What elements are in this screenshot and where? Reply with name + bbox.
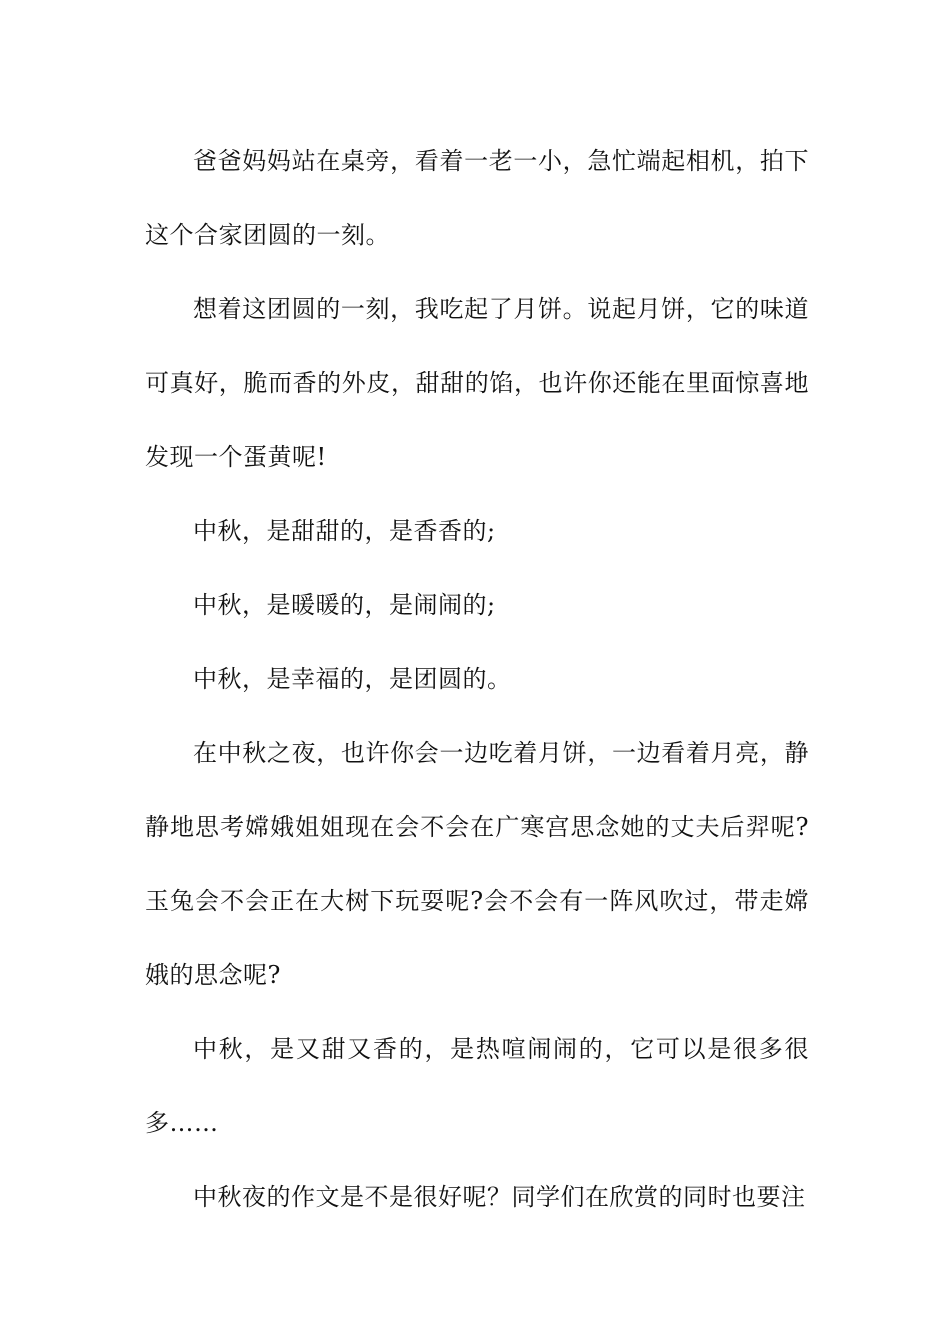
- paragraph-5: 中秋，是幸福的，是团圆的。: [193, 665, 512, 693]
- paragraph-3: 中秋，是甜甜的，是香香的;: [193, 517, 496, 545]
- document-body: [145, 124, 809, 1234]
- paragraph-7: 中秋，是又甜又香的，是热喧闹闹的，它可以是很多很多……: [145, 1035, 809, 1137]
- paragraph-1: 爸爸妈妈站在桌旁，看着一老一小，急忙端起相机，拍下这个合家团圆的一刻。: [145, 147, 809, 249]
- paragraph-6: 在中秋之夜，也许你会一边吃着月饼，一边看着月亮，静静地思考嫦娥姐姐现在会不会在广寒宫思念她的丈夫后羿呢?玉兔会不会正在大树下玩耍呢?会不会有一阵风吹过，带走嫦娥的思念呢?: [145, 739, 809, 989]
- paragraph-8: 中秋夜的作文是不是很好呢？同学们在欣赏的同时也要注: [193, 1183, 806, 1211]
- paragraph-4: 中秋，是暖暖的，是闹闹的;: [193, 591, 496, 619]
- paragraph-2: 想着这团圆的一刻，我吃起了月饼。说起月饼，它的味道可真好，脆而香的外皮，甜甜的馅，也许你还能在里面惊喜地发现一个蛋黄呢!: [145, 295, 809, 471]
